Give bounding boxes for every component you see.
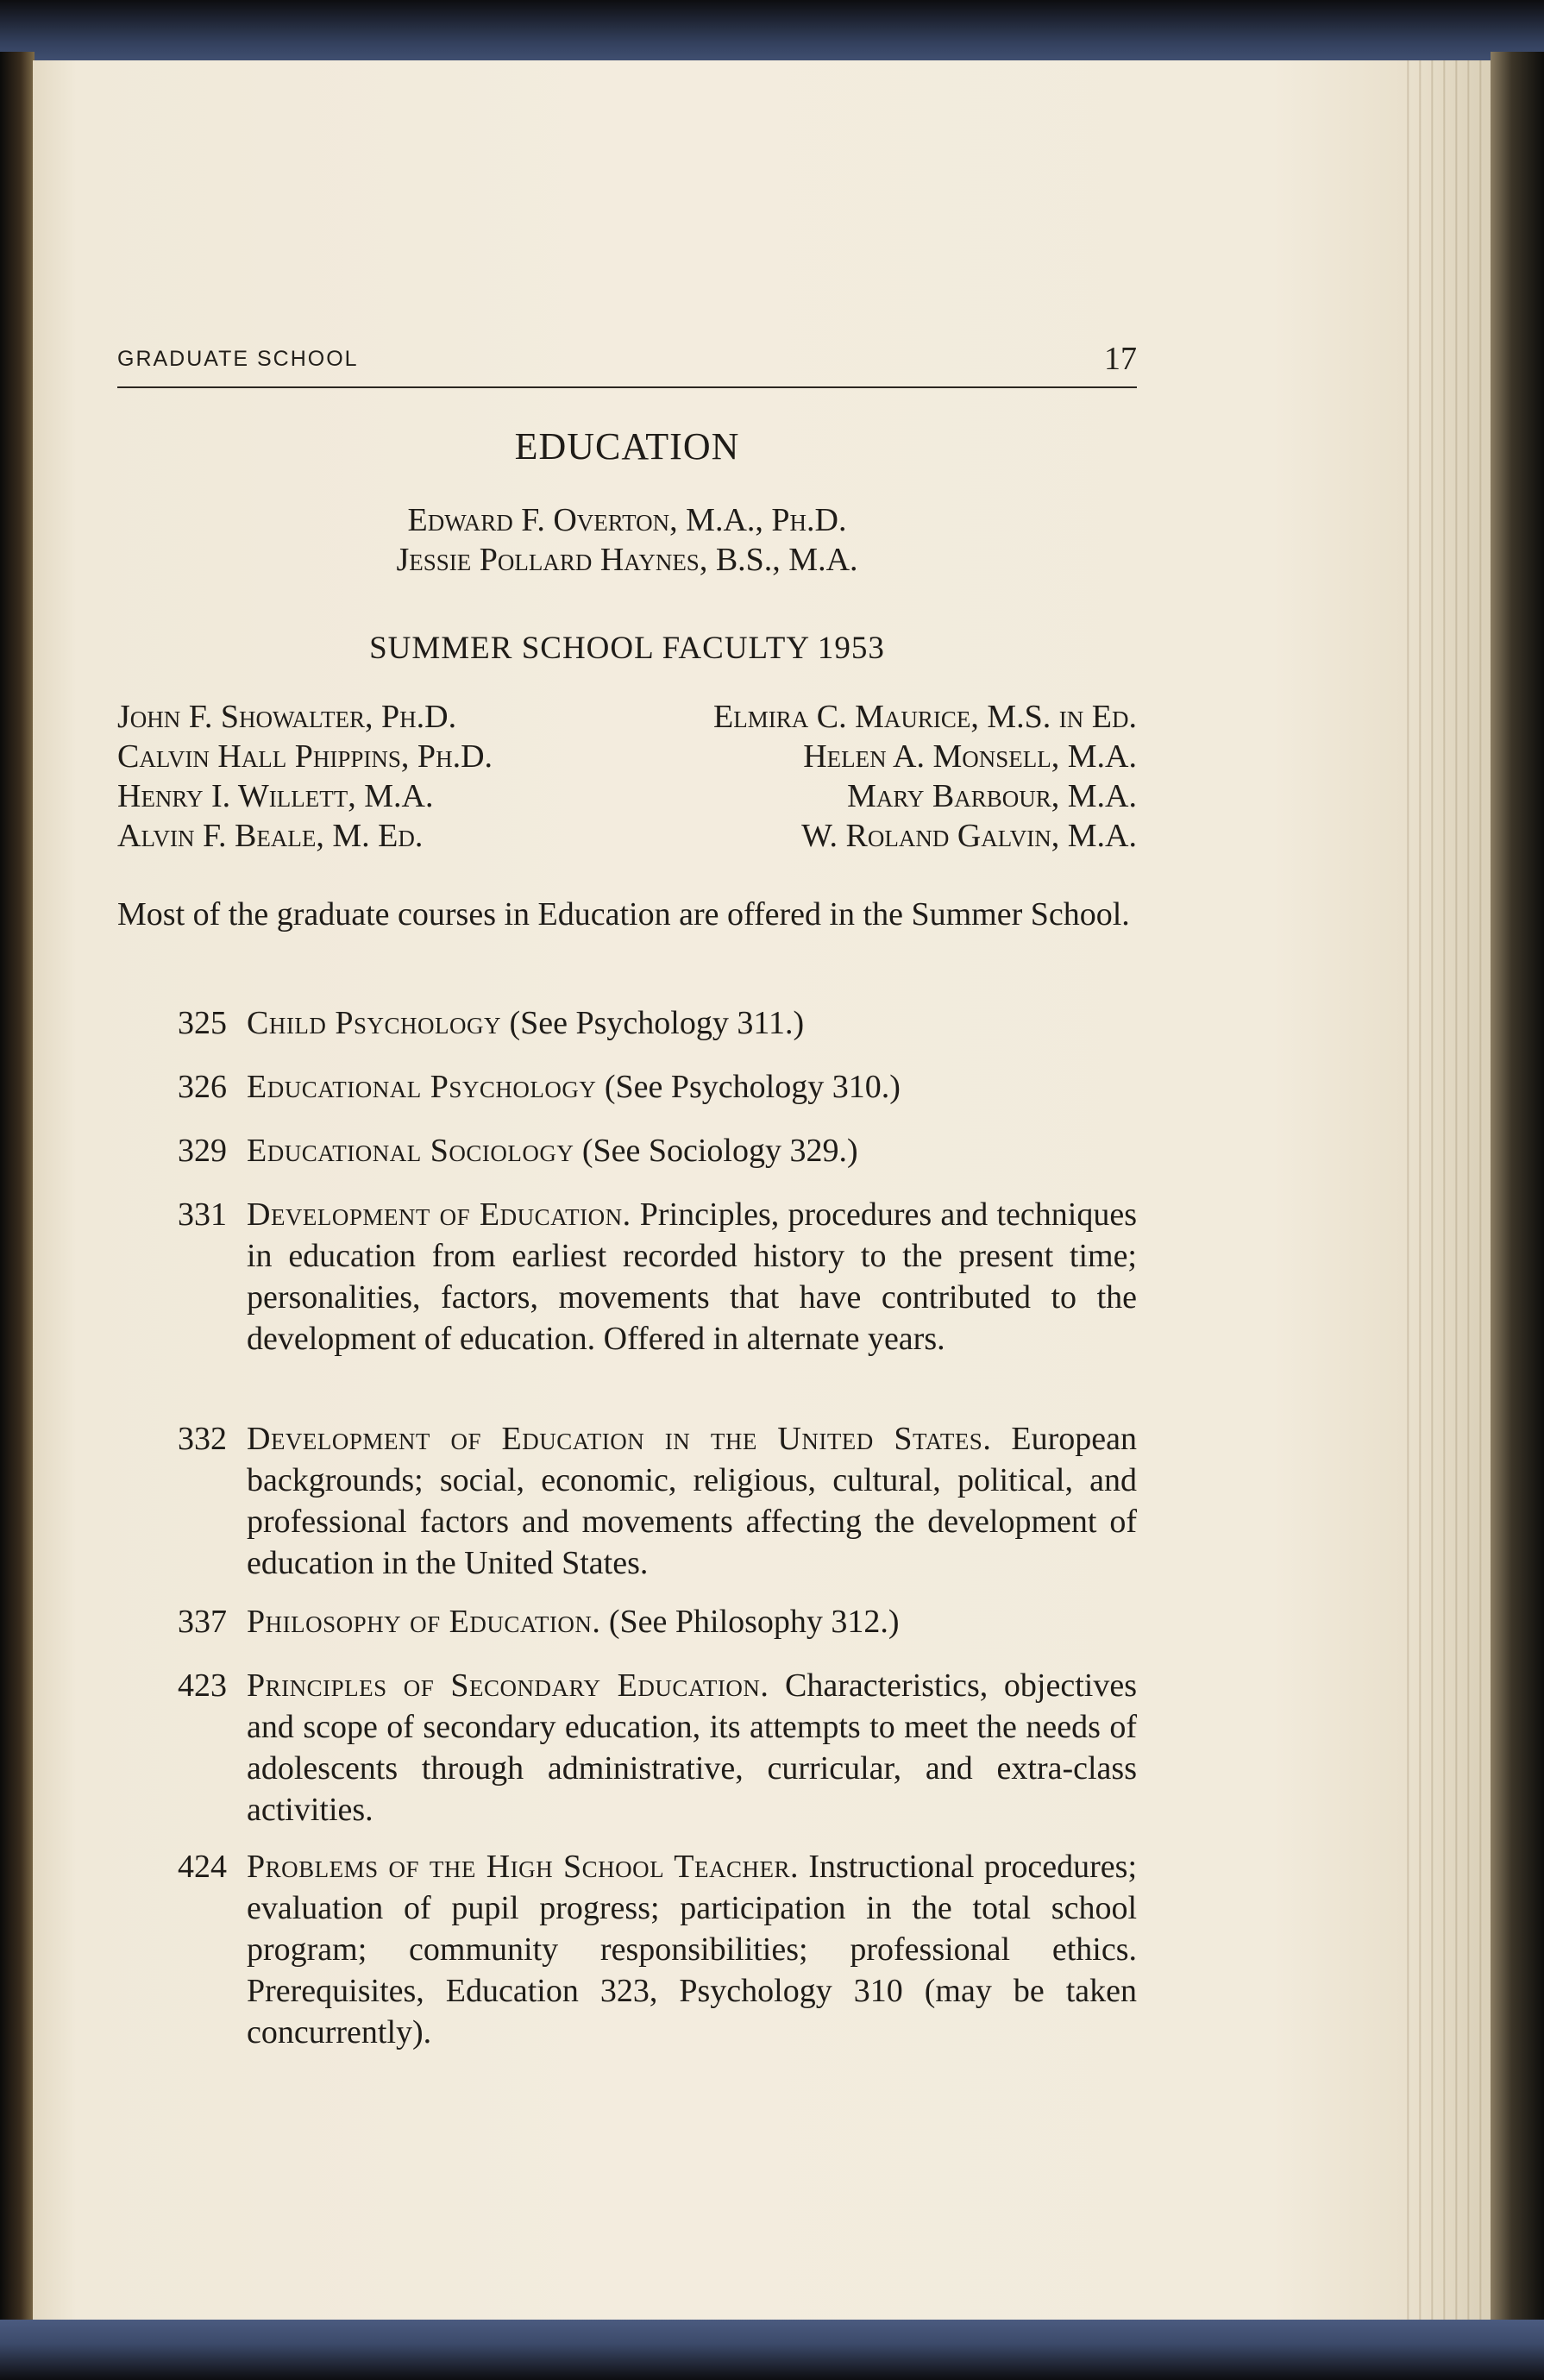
intro-paragraph: Most of the graduate courses in Education are offered in the Summer School.: [117, 896, 1130, 933]
faculty-member: Calvin Hall Phippins, Ph.D.: [117, 738, 493, 775]
course-title: Child Psychology: [247, 1005, 501, 1041]
course-description: (See Sociology 329.): [574, 1133, 858, 1169]
faculty-member: Jessie Pollard Haynes, B.S., M.A.: [396, 542, 858, 578]
course-number: 337: [178, 1604, 227, 1640]
course-description: (See Psychology 310.): [596, 1069, 901, 1105]
course-title: Principles of Secondary Education.: [247, 1667, 769, 1704]
faculty-member: John F. Showalter, Ph.D.: [117, 699, 457, 735]
faculty-member: Helen A. Monsell, M.A.: [803, 738, 1137, 775]
faculty-member: Edward F. Overton, M.A., Ph.D.: [407, 502, 847, 538]
course-entry: [117, 1130, 1137, 1171]
faculty-member: Mary Barbour, M.A.: [847, 778, 1137, 814]
department-faculty: [117, 500, 1137, 580]
course-title: Educational Sociology: [247, 1133, 574, 1169]
course-description: Principles, procedures and techniques in education from earliest recorded history to the present time; personalities, factors, movements that have contributed to the development of education. Offered in alternate years.: [247, 1196, 1137, 1357]
course-number: 331: [178, 1196, 227, 1233]
course-entry: [117, 1846, 1137, 2053]
faculty-member: Henry I. Willett, M.A.: [117, 778, 434, 814]
course-title: Development of Education.: [247, 1196, 631, 1233]
faculty-member: Alvin F. Beale, M. Ed.: [117, 818, 424, 854]
course-title: Educational Psychology: [247, 1069, 597, 1105]
running-head: [117, 340, 1137, 393]
faculty-member: W. Roland Galvin, M.A.: [801, 818, 1137, 854]
course-description: (See Psychology 311.): [500, 1005, 805, 1041]
course-title: Problems of the High School Teacher.: [247, 1849, 799, 1885]
course-number: 423: [178, 1667, 227, 1704]
summer-faculty-right-column: [619, 697, 1137, 856]
course-number: 332: [178, 1421, 227, 1457]
course-description: Instructional procedures; evaluation of pupil progress; participation in the total school program; community responsibilities; professional ethics. Prerequisites, Education 323, Psychology 310 (may be taken concurrently).: [247, 1849, 1138, 2050]
course-number: 325: [178, 1005, 227, 1041]
course-title: Philosophy of Education.: [247, 1604, 601, 1640]
running-head-title: GRADUATE SCHOOL: [117, 347, 359, 371]
course-entry: [117, 1665, 1137, 1831]
course-entry: [117, 1002, 1137, 1044]
course-description: (See Philosophy 312.): [600, 1604, 900, 1640]
course-entry: [117, 1066, 1137, 1108]
course-description: Characteristics, objectives and scope of secondary education, its attempts to meet the needs of adolescents through administrative, curricular, and extra-class activities.: [247, 1667, 1137, 1828]
course-title: Development of Education in the United States.: [247, 1421, 992, 1457]
course-number: 329: [178, 1133, 227, 1169]
header-rule: [117, 386, 1137, 388]
course-number: 326: [178, 1069, 227, 1105]
course-entry: [117, 1194, 1137, 1360]
course-entry: [117, 1601, 1137, 1642]
summer-faculty-title: SUMMER SCHOOL FACULTY 1953: [369, 631, 885, 666]
summer-faculty-left-column: [117, 697, 635, 856]
course-description: European backgrounds; social, economic, religious, cultural, political, and professional factors and movements affecting the development of education in the United States.: [247, 1421, 1137, 1581]
course-number: 424: [178, 1849, 227, 1885]
department-title: EDUCATION: [514, 425, 740, 468]
faculty-member: Elmira C. Maurice, M.S. in Ed.: [713, 699, 1137, 735]
course-entry: [117, 1418, 1137, 1584]
page-number: 17: [1104, 341, 1137, 377]
